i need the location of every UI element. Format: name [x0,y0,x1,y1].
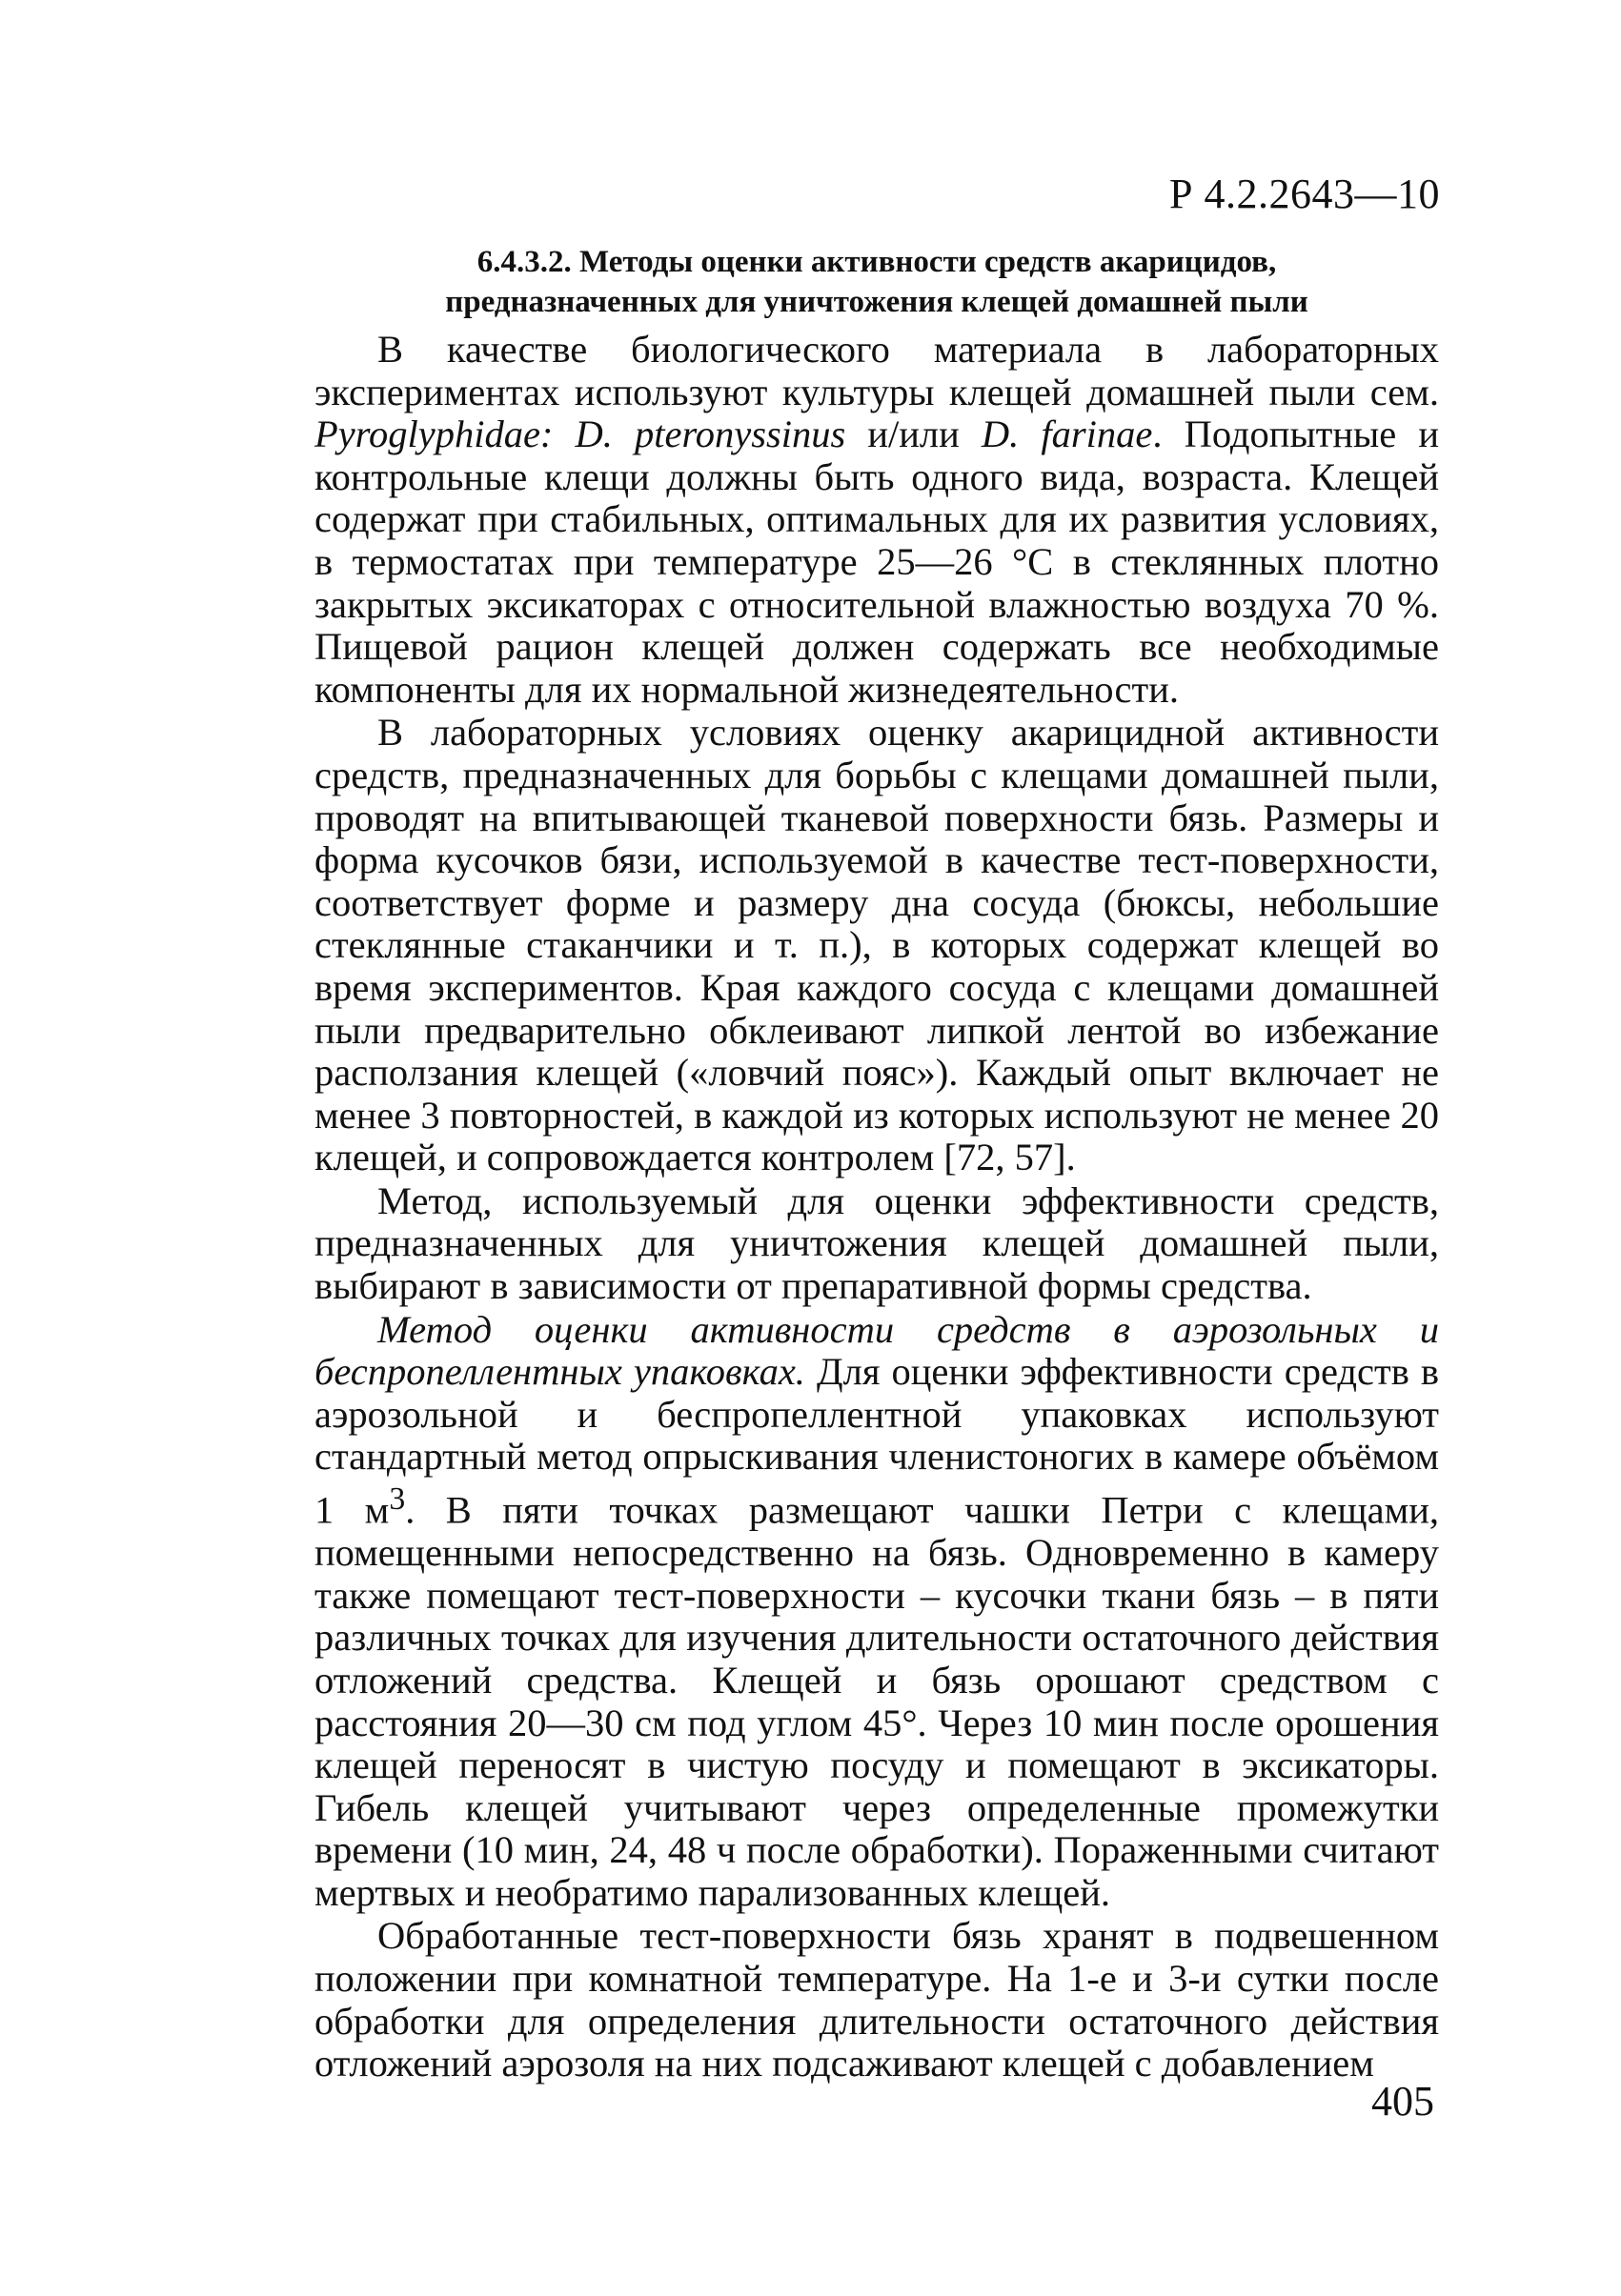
document-code: Р 4.2.2643—10 [1169,171,1440,217]
species-name-2: D. farinae [981,413,1153,456]
paragraph-5: Обработанные тест-поверхности бязь хранят в подвешенном положении при комнатной температуре. На 1-е и 3-и сутки после обработки для определения длительности остаточного действия отложений аэрозоля на них подсаживают клещей с добавлением [314,1914,1439,2085]
paragraph-3: Метод, используемый для оценки эффективности средств, предназначенных для уничтожения клещей домашней пыли, выбирают в зависимости от препаративной формы средства. [314,1178,1439,1308]
species-name-1: Pyroglyphidae: D. pteronyssinus [314,413,846,456]
paragraph-1 [314,329,1439,711]
page-number: 405 [1371,2078,1434,2125]
paragraph-1-text-e: . Подопытные и контрольные клещи должны быть одного вида, возраста. Клещей содержат при стабильных, оптимальных для их развития условиях, в термостатах при температуре 25—26 °С в стеклянных плотно закрытых эксикаторах с относительной влажностью воздуха 70 %. Пищевой рацион клещей должен содержать все необходимые компоненты для их нормальной жизнедеятельности. [314,413,1439,711]
section-heading-line-2: предназначенных для уничтожения клещей домашней пыли [445,285,1308,319]
cubic-superscript: 3 [389,1481,406,1518]
method-title: Метод оценки активности средств в аэрозольных и беспропеллентных упаковках. [314,1307,1439,1394]
paragraph-4-text-a: Для оценки эффективности средств в аэрозольной и беспропеллентной упаковках используют стандартный метод опрыскивания членистоногих в камере объёмом 1 м [314,1350,1440,1532]
paragraph-1-text-c: и/или [845,413,982,456]
paragraph-1-text-a: В качестве биологического материала в лабораторных экспериментах используют культуры клещей домашней пыли сем. [314,328,1439,413]
paragraph-4-text-b: . В пяти точках размещают чашки Петри с клещами, помещенными непосредственно на бязь. Одновременно в камеру также помещают тест-поверхности – кусочки ткани бязь – в пяти различных точках для изучения длительности остаточного действия отложений средства. Клещей и бязь орошают средством с расстояния 20—30 см под углом 45°. Через 10 мин после орошения клещей переносят в чистую посуду и помещают в эксикаторы. Гибель клещей учитывают через определенные промежутки времени (10 мин, 24, 48 ч после обработки). Пораженными считают мертвых и необратимо парализованных клещей. [314,1488,1440,1914]
paragraph-2: В лабораторных условиях оценку акарицидной активности средств, предназначенных для борьбы с клещами домашней пыли, проводят на впитывающей тканевой поверхности бязь. Размеры и форма кусочков бязи, используемой в качестве тест-поверхности, соответствует форме и размеру дна сосуда (бюксы, небольшие стеклянные стаканчики и т. п.), в которых содержат клещей во время экспериментов. Края каждого сосуда с клещами домашней пыли предварительно обклеивают липкой лентой во избежание расползания клещей («ловчий пояс»). Каждый опыт включает не менее 3 повторностей, в каждой из которых используют не менее 20 клещей, и сопровождается контролем [72, 57]. [314,711,1439,1179]
body-text [314,329,1439,2085]
section-heading-line-1: 6.4.3.2. Методы оценки активности средств акарицидов, [476,245,1277,279]
section-heading [314,242,1439,322]
paragraph-4 [314,1309,1439,1915]
